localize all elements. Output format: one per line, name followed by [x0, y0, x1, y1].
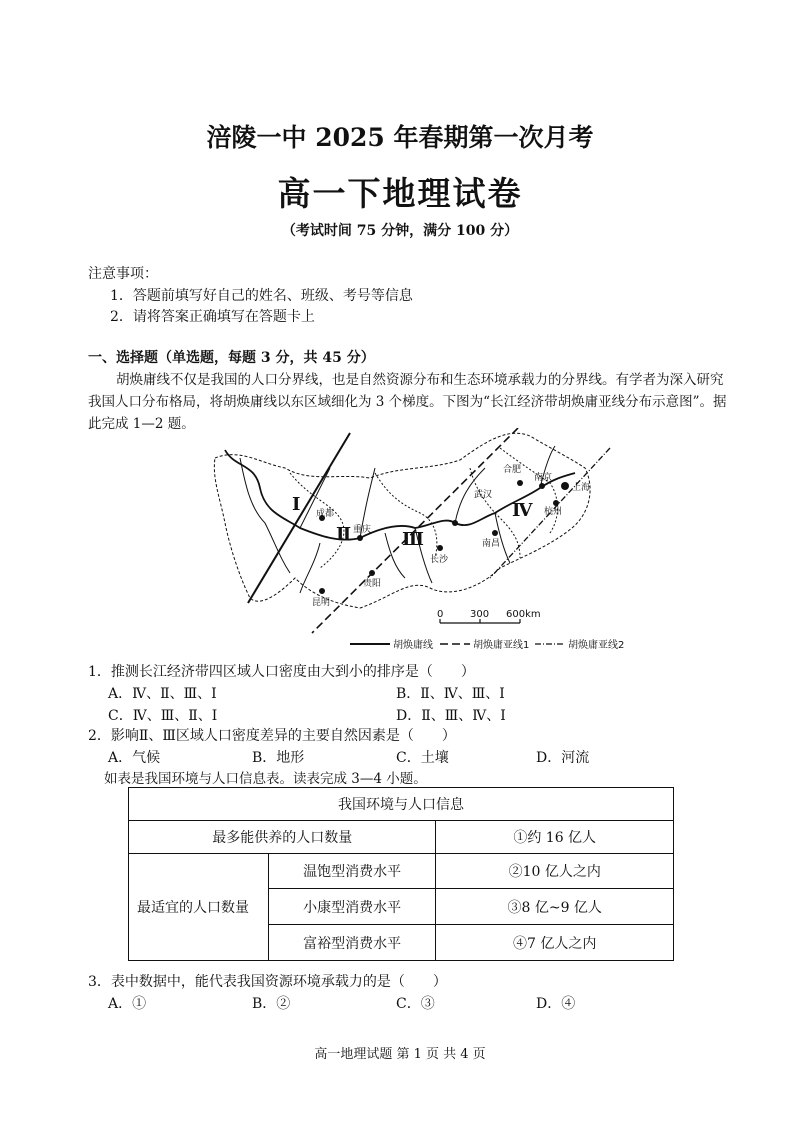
- question-3-stem: 3．表中数据中，能代表我国资源环境承载力的是（ ）: [88, 974, 447, 990]
- city-label: 合肥: [503, 465, 522, 475]
- legend-subline-2: 胡焕庸亚线2: [568, 640, 625, 651]
- region-label: Ⅰ: [292, 494, 301, 515]
- question-1-option-b: B．Ⅱ、Ⅳ、Ⅲ、Ⅰ: [396, 686, 505, 702]
- question-2-option-c: C．土壤: [396, 750, 449, 766]
- region-label: Ⅲ: [402, 529, 424, 550]
- question-3-option-b: B．②: [252, 996, 291, 1012]
- scale-zero: 0: [437, 609, 444, 620]
- city-label: 南昌: [482, 539, 501, 549]
- scale-mid: 300: [470, 609, 490, 620]
- question-1-option-c: C．Ⅳ、Ⅲ、Ⅱ、Ⅰ: [108, 708, 218, 724]
- table-row-value: ①约 16 亿人: [436, 821, 674, 854]
- city-label: 重庆: [353, 525, 372, 535]
- legend-hu-line: 胡焕庸线: [393, 640, 433, 651]
- table-sub-label: 富裕型消费水平: [268, 925, 436, 961]
- page-footer: 高一地理试题 第 1 页 共 4 页: [314, 1047, 486, 1062]
- exam-subject-title: 高一下地理试卷: [277, 174, 523, 213]
- environment-population-table: [128, 787, 674, 961]
- exam-title: 涪陵一中 2025 年春期第一次月考: [206, 123, 594, 152]
- table-row-label: 最多能供养的人口数量: [129, 821, 436, 854]
- table-sub-value: ③8 亿~9 亿人: [436, 889, 674, 925]
- city-label: 杭州: [544, 507, 563, 517]
- yangtze-map: [200, 428, 660, 656]
- question-1-option-d: D．Ⅱ、Ⅲ、Ⅳ、Ⅰ: [396, 708, 506, 724]
- section-intro: 胡焕庸线不仅是我国的人口分界线，也是自然资源分布和生态环境承载力的分界线。有学者为深入研究我国人口分布格局，将胡焕庸线以东区域细化为 3 个梯度。下图为“长江经济带胡焕庸亚线分布示意图”。据此完成 1—2 题。: [88, 372, 727, 432]
- table-group-label: 最适宜的人口数量: [129, 854, 269, 961]
- exam-time-note: （考试时间 75 分钟，满分 100 分）: [281, 223, 519, 239]
- legend-subline-1: 胡焕庸亚线1: [473, 640, 530, 651]
- question-2-option-d: D．河流: [536, 750, 590, 766]
- city-label: 昆明: [312, 598, 331, 608]
- region-label: Ⅳ: [512, 500, 533, 521]
- question-3-option-a: A．①: [108, 996, 147, 1012]
- table-sub-label: 温饱型消费水平: [268, 854, 436, 889]
- city-label: 南京: [534, 473, 553, 483]
- table-sub-value: ②10 亿人之内: [436, 854, 674, 889]
- region-label: Ⅱ: [336, 524, 352, 545]
- scale-end: 600km: [506, 609, 541, 620]
- question-2-option-b: B．地形: [252, 750, 305, 766]
- city-label: 成都: [316, 509, 335, 519]
- section-heading: 一、选择题（单选题，每题 3 分，共 45 分）: [88, 350, 375, 366]
- city-label: 上海: [572, 483, 591, 493]
- table-title: 我国环境与人口信息: [129, 788, 674, 821]
- question-3-option-d: D．④: [536, 996, 576, 1012]
- question-1-option-a: A．Ⅳ、Ⅱ、Ⅲ、Ⅰ: [108, 686, 217, 702]
- notice-heading: 注意事项：: [88, 266, 158, 282]
- notice-item: 2．请将答案正确填写在答题卡上: [110, 309, 315, 325]
- notice-item: 1．答题前填写好自己的姓名、班级、考号等信息: [110, 288, 413, 304]
- question-1-stem: 1．推测长江经济带四区域人口密度由大到小的排序是（ ）: [88, 664, 475, 680]
- city-label: 武汉: [474, 490, 493, 500]
- table-sub-label: 小康型消费水平: [268, 889, 436, 925]
- city-label: 贵阳: [363, 579, 382, 589]
- question-2-stem: 2．影响Ⅱ、Ⅲ区域人口密度差异的主要自然因素是（ ）: [88, 728, 456, 744]
- question-2-option-a: A．气候: [108, 750, 161, 766]
- question-3-option-c: C．③: [396, 996, 435, 1012]
- table-sub-value: ④7 亿人之内: [436, 925, 674, 961]
- city-label: 长沙: [430, 555, 449, 565]
- table-intro: 如表是我国环境与人口信息表。读表完成 3—4 小题。: [104, 771, 427, 787]
